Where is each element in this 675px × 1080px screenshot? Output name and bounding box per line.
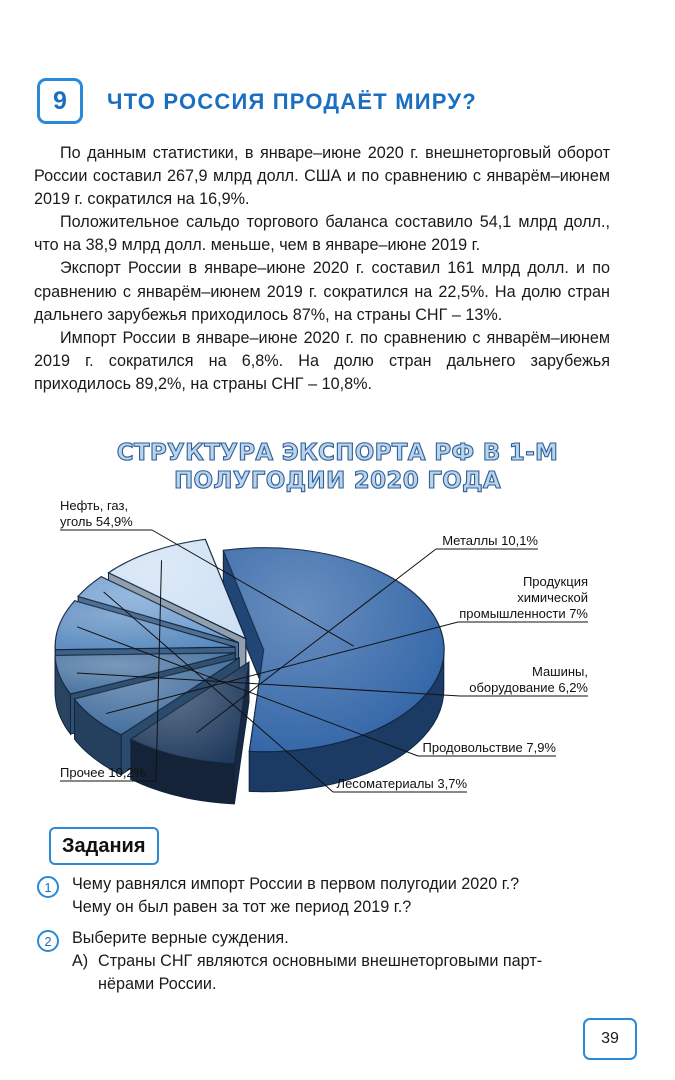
pie-label-line: промышленности 7% [459, 606, 588, 621]
pie-label-line: оборудование 6,2% [469, 680, 588, 695]
chart-title-line-1: СТРУКТУРА ЭКСПОРТА РФ В 1-М [116, 440, 559, 466]
pie-label-machinery [469, 664, 588, 695]
paragraph: Экспорт России в январе–июне 2020 г. составил 161 млрд долл. и по сравнению с январём–июнем 2019 г. сократился на 22,5%. На долю стран дальнего зарубежья приходилось 87%, на страны СНГ – 13%. [34, 259, 610, 324]
chart-title-line-2: ПОЛУГОДИИ 2020 ГОДА [173, 468, 502, 494]
task-2-text: Выберите верные суждения. [72, 929, 289, 947]
option-a-line: Страны СНГ являются основными внешнеторговыми парт- [98, 952, 543, 970]
option-a-marker: А) [72, 952, 89, 970]
pie-label-line: химической [517, 590, 588, 605]
task-1-line: Чему равнялся импорт России в первом полугодии 2020 г.? [72, 875, 520, 893]
section-title: ЧТО РОССИЯ ПРОДАЁТ МИРУ? [107, 89, 477, 114]
pie-label-metals [442, 533, 538, 548]
pie-label-oil-gas-coal [60, 498, 133, 529]
pie-label-line: Прочее 10,2% [60, 765, 146, 780]
task-number-2: 2 [37, 930, 59, 952]
task-1-text [72, 873, 519, 919]
pie-label-chemical-products [459, 574, 588, 621]
pie-label-line: Продовольствие 7,9% [422, 740, 556, 755]
body-text [34, 142, 610, 396]
export-structure-pie-chart [0, 480, 675, 820]
paragraph: Импорт России в январе–июне 2020 г. по сравнению с январём–июнем 2019 г. сократился на 6,8%. На долю стран дальнего зарубежья приходилось 89,2%, на страны СНГ – 10,8%. [34, 328, 610, 393]
pie-label-line: Металлы 10,1% [442, 533, 538, 548]
pie-label-line: Лесоматериалы 3,7% [336, 776, 467, 791]
pie-label-line: уголь 54,9% [60, 514, 133, 529]
page-number: 39 [583, 1018, 637, 1060]
paragraph: По данным статистики, в январе–июне 2020 г. внешнеторговый оборот России составил 267,9 млрд долл. США и по сравнению с январём–июнем 2019 г. сократился на 16,9%. [34, 144, 610, 209]
section-number: 9 [53, 86, 67, 115]
pie-label-timber [337, 776, 468, 791]
option-a-text [98, 950, 608, 996]
pie-label-food [423, 740, 557, 755]
section-number-badge [37, 78, 83, 124]
pie-label-line: Нефть, газ, [60, 498, 129, 513]
tasks-header: Задания [49, 827, 159, 865]
option-a-line: нёрами России. [98, 975, 217, 993]
pie-label-line: Машины, [531, 664, 588, 679]
task-1-line: Чему он был равен за тот же период 2019 г.? [72, 898, 412, 916]
pie-label-line: Продукция [522, 574, 588, 589]
pie-label-other [60, 765, 146, 780]
task-number-1: 1 [37, 876, 59, 898]
paragraph: Положительное сальдо торгового баланса составило 54,1 млрд долл., что на 38,9 млрд долл. меньше, чем в январе–июне 2019 г. [34, 213, 610, 255]
